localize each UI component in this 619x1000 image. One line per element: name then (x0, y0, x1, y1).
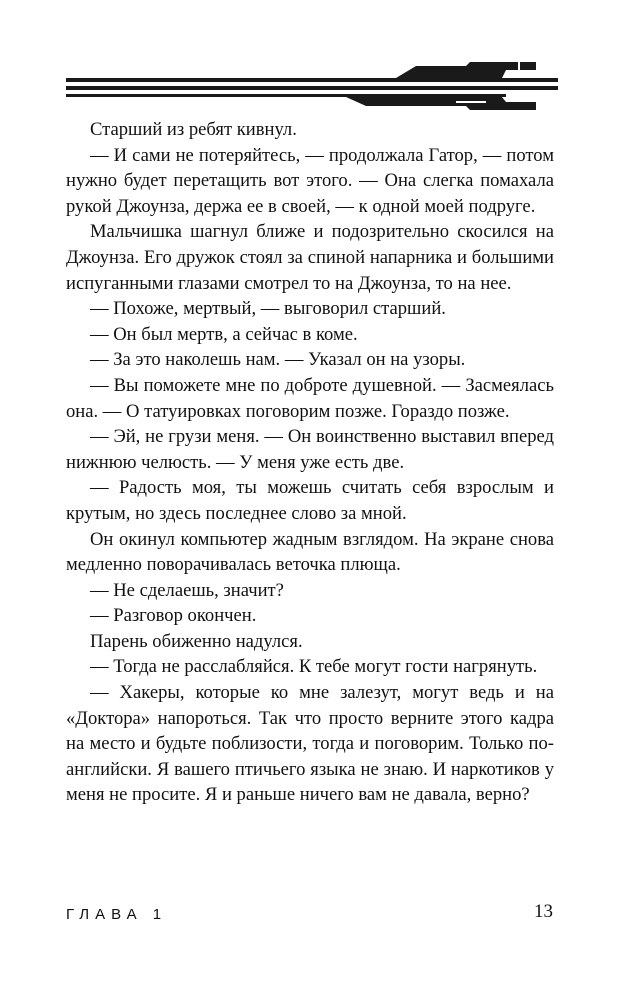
paragraph: — Хакеры, которые ко мне залезут, могут ведь и на «Доктора» напороться. Так что просто верните этого кадра на место и будьте поблизости, тогда и поговорим. Только по-английски. Я вашего птичьего языка не знаю. И наркотиков у меня не просите. Я и раньше ничего вам не давала, верно? (66, 682, 554, 806)
paragraph: — Он был мертв, а сейчас в коме. (90, 323, 358, 345)
chapter-label: ГЛАВА 1 (66, 906, 168, 923)
paragraph: Старший из ребят кивнул. (90, 119, 297, 140)
body-text (66, 117, 554, 808)
paragraph: Парень обиженно надулся. (90, 630, 303, 652)
page-number: 13 (534, 901, 553, 922)
paragraph: Мальчишка шагнул ближе и подозрительно скосился на Джоунза. Его дружок стоял за спиной напарника и большими испуганными глазами смотрел то на Джоунза, то на нее. (66, 221, 554, 294)
paragraph: — Вы поможете мне по доброте душевной. — Засмеялась она. — О татуировках поговорим позже. Гораздо позже. (66, 374, 554, 422)
paragraph: — Радость моя, ты можешь считать себя взрослым и крутым, но здесь последнее слово за мной. (66, 477, 554, 524)
paragraph: Он окинул компьютер жадным взглядом. На экране снова медленно поворачивалась веточка плюща. (66, 528, 554, 576)
paragraph: — Не сделаешь, значит? (90, 579, 284, 601)
paragraph: — За это наколешь нам. — Указал он на узоры. (90, 349, 466, 371)
paragraph: — Тогда не расслабляйся. К тебе могут гости нагрянуть. (90, 656, 538, 678)
paragraph: — Похоже, мертвый, — выговорил старший. (90, 298, 446, 320)
paragraph: — Эй, не грузи меня. — Он воинственно выставил вперед нижнюю челюсть. — У меня уже есть две. (66, 426, 554, 473)
paragraph: — Разговор окончен. (90, 605, 257, 627)
paragraph: — И сами не потеряйтесь, — продолжала Гатор, — потом нужно будет перетащить вот этого. — Она слегка помахала рукой Джоунза, держа ее в своей, — к одной моей подруге. (66, 144, 554, 217)
header-ornament (66, 60, 558, 110)
